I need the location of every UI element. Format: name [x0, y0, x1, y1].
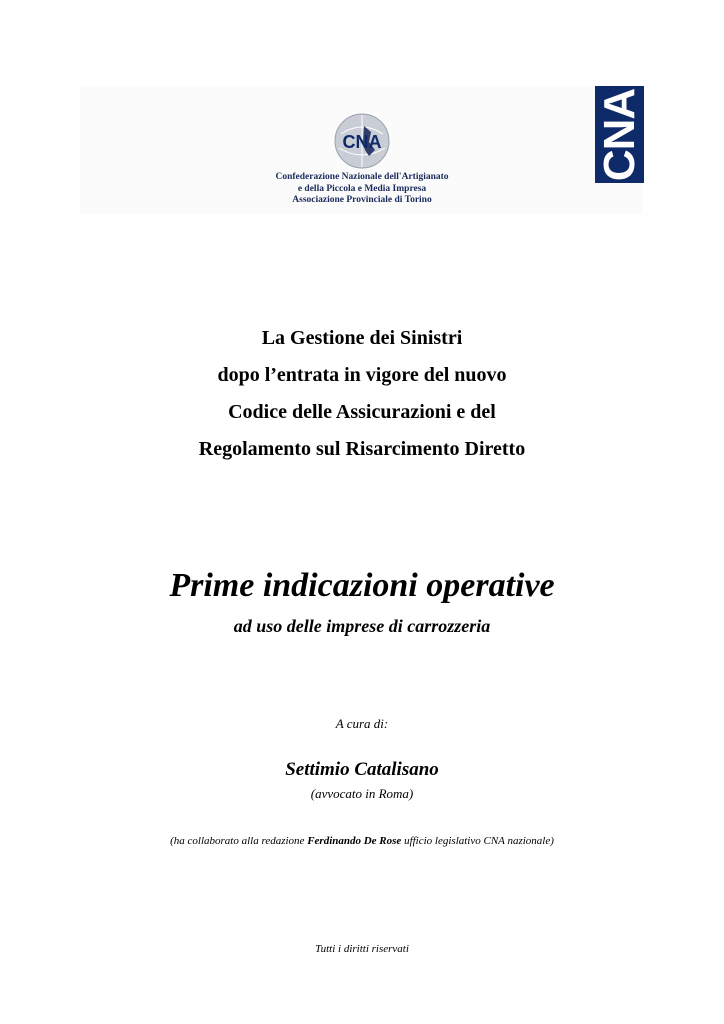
- collab-prefix: (ha collaborato alla redazione: [170, 835, 308, 847]
- org-line-2: e della Piccola e Media Impresa: [297, 183, 427, 194]
- rights-notice: Tutti i diritti riservati: [315, 943, 409, 955]
- collab-name: Ferdinando De Rose: [307, 835, 402, 847]
- cna-side-logo-text: CNA: [594, 88, 644, 181]
- edited-by-label: A cura di:: [335, 716, 389, 731]
- collab-suffix: ufficio legislativo CNA nazionale): [401, 835, 554, 847]
- subtitle-main: Prime indicazioni operative: [169, 567, 555, 604]
- org-line-3: Associazione Provinciale di Torino: [292, 195, 432, 205]
- collaboration-note: [0, 835, 724, 847]
- cna-side-logo: [595, 86, 644, 183]
- document-title: [100, 320, 624, 468]
- cna-emblem-logo: [333, 112, 391, 170]
- organization-name: [230, 172, 494, 207]
- author-role: (avvocato in Roma): [310, 786, 414, 801]
- author-name: Settimio Catalisano: [285, 759, 439, 780]
- title-line-4: Regolamento sul Risarcimento Diretto: [198, 438, 526, 460]
- title-line-1: La Gestione dei Sinistri: [261, 327, 463, 349]
- title-line-3: Codice delle Assicurazioni e del: [228, 401, 496, 423]
- svg-text:CNA: CNA: [342, 132, 382, 152]
- org-line-1: Confederazione Nazionale dell'Artigianato: [275, 172, 449, 182]
- title-line-2: dopo l’entrata in vigore del nuovo: [217, 364, 507, 386]
- subtitle-sub: ad uso delle imprese di carrozzeria: [233, 616, 491, 636]
